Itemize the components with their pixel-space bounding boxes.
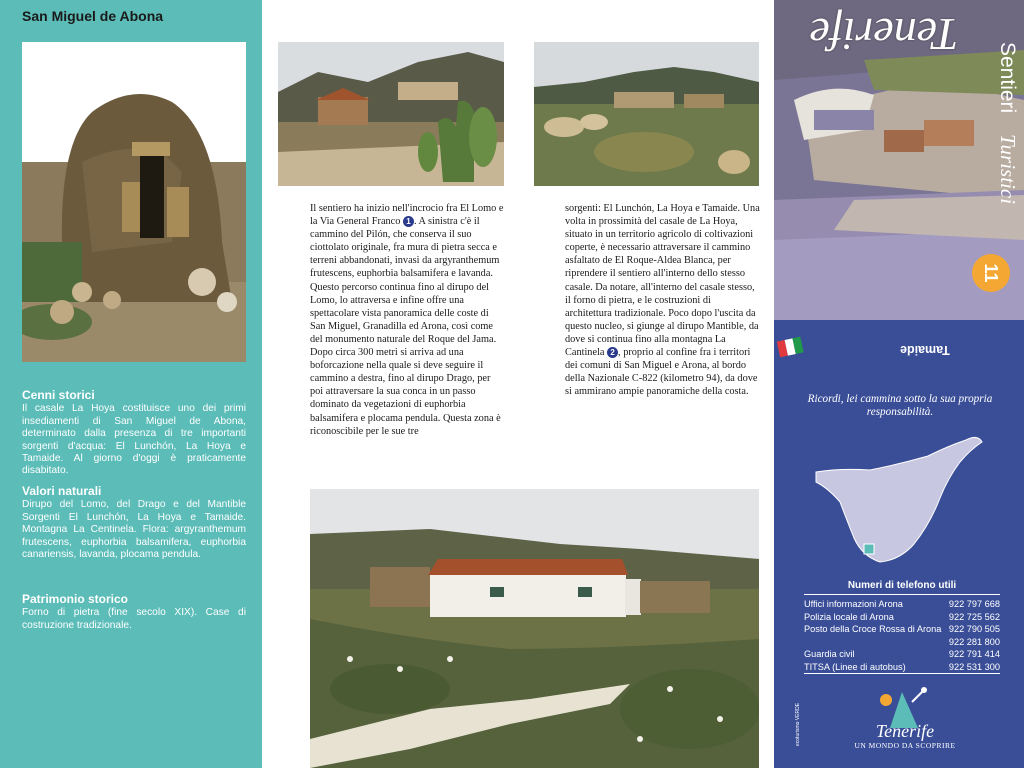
farmhouse-photo <box>310 489 759 768</box>
left-panel <box>0 0 262 768</box>
phone-row <box>804 648 1000 661</box>
phone-number: 922 790 505 <box>948 624 1000 635</box>
heritage-section <box>22 593 246 632</box>
phone-row <box>804 636 1000 649</box>
tenerife-logo-text: Tenerife <box>809 9 959 60</box>
route-name: Tamaide <box>900 343 950 357</box>
page-title: San Miguel de Abona <box>22 8 164 24</box>
history-section <box>22 389 246 478</box>
article-col1-start: Il sentiero ha inizio nell'incrocio fra El Lomo e la Via General Franco <box>310 203 504 228</box>
article-col1-rest: . A sinistra c'è il cammino del Pilón, che conserva il suo ciottolato originale, fra mura di pietra secca e terreni abbandonati, invasi da argyranthemum frutescens, euphorbia balsamifera e lavanda. Questo percorso continua fino al dirupo del Lomo, lo attraversa e infine offre una spettacolare vista panoramica delle coste di San Miguel, Granadilla ed Arona, così come del monumento naturale del Roque del Jama. Dopo circa 300 metri si arriva ad una boforcazione nella quale si deve seguire il cammino a destra, fino al dirupo Drago, per poi attraversare la sua conca in un passo dominato da vegetazioni di euphorbia balsamifera e plocama pendula. Questa zona è riconoscibile per le sue tre <box>310 216 501 437</box>
phone-label: Uffici informazioni Arona <box>804 599 903 609</box>
phone-label: Polizia locale di Arona <box>804 611 894 622</box>
publisher-credits <box>790 698 802 746</box>
nature-text: Dirupo del Lomo, del Drago e del Mantible Sorgenti El Lunchón, La Hoya e Tamaide. Montagna La Centinela. Flora: argyranthemum frutescens, euphorbia balsamifera, euphorbia canariensis, lavanda, plocama pendula. <box>22 499 246 561</box>
phone-number: 922 531 300 <box>948 661 1000 672</box>
heritage-heading: Patrimonio storico <box>22 592 129 606</box>
phone-label: TITSA (Linee di autobus) <box>804 661 906 672</box>
ruins-landscape-photo <box>534 42 759 186</box>
brand-tagline: UN MONDO DA SCOPRIRE <box>854 741 956 750</box>
history-heading: Cenni storici <box>22 388 95 402</box>
phone-row <box>804 661 1000 674</box>
route-number-badge: 11 <box>972 254 1010 292</box>
tenerife-map <box>810 428 986 566</box>
credits-text: ecoturismo VERDE <box>795 702 801 746</box>
phone-number: 922 797 668 <box>948 599 1000 609</box>
responsibility-notice: Ricordi, lei cammina sotto la sua propria responsabilità. <box>807 393 993 418</box>
phone-row <box>804 611 1000 624</box>
phone-label: Guardia civil <box>804 649 855 660</box>
waypoint-2-marker: 2 <box>607 347 618 358</box>
article-col2-start: sorgenti: El Lunchón, La Hoya e Tamaide. Una volta in prossimità del casale de La Hoya, situato in un territorio agricolo di coltivazioni coperte, è necessario attraversare il cammino asfaltato de El Roque-Aldea Blanca, per riprendere il sentiero all'interno dello stesso casale. Da notare, all'interno del casale stesso, il forno di pietra, e le costruzioni di architettura tradizionale. Poco dopo l'uscita da questo nucleo, si giunge al dirupo Mantible, da dove si continua fino alla montagna La Cantinela <box>565 203 760 359</box>
phone-number: 922 281 800 <box>948 636 1000 647</box>
series-title-line2: Turistici <box>996 134 1020 205</box>
series-title-line1: Sentieri <box>996 42 1019 114</box>
phone-number: 922 725 562 <box>948 611 1000 622</box>
italian-flag-icon <box>776 333 804 359</box>
phone-number: 922 791 414 <box>948 649 1000 660</box>
heritage-text: Forno di pietra (fine secolo XIX). Case di costruzione tradizionale. <box>22 607 246 631</box>
waypoint-1-marker: 1 <box>403 216 414 227</box>
phone-row <box>804 598 1000 611</box>
brand-name: Tenerife <box>875 721 935 741</box>
phones-heading: Numeri di telefono utili <box>804 580 1000 595</box>
village-cactus-photo <box>278 42 504 186</box>
series-title <box>995 40 1024 240</box>
sun-icon <box>880 694 892 706</box>
nature-section <box>22 485 246 561</box>
phone-row <box>804 623 1000 636</box>
article-column-2 <box>565 202 760 398</box>
article-column-1 <box>310 202 505 438</box>
phone-label: Posto della Croce Rossa di Arona <box>804 624 942 635</box>
phone-list <box>804 598 1000 674</box>
stone-oven-photo <box>22 42 246 362</box>
history-text: Il casale La Hoya costituisce uno dei primi insediamenti di San Miguel de Abona, determinato dalla presenza di tre importanti sorgenti d'acqua: El Lunchón, La Hoya e Tamaide. Al giorno d'oggi è praticamente disabitato. <box>22 403 246 477</box>
article-col2-rest: , proprio al confine fra i territori dei comuni di San Miguel e Arona, al bordo della Nazionale C-822 (kilometro 94), da dove si ammirano ampie panoramiche della costa. <box>565 347 758 398</box>
nature-heading: Valori naturali <box>22 484 102 498</box>
